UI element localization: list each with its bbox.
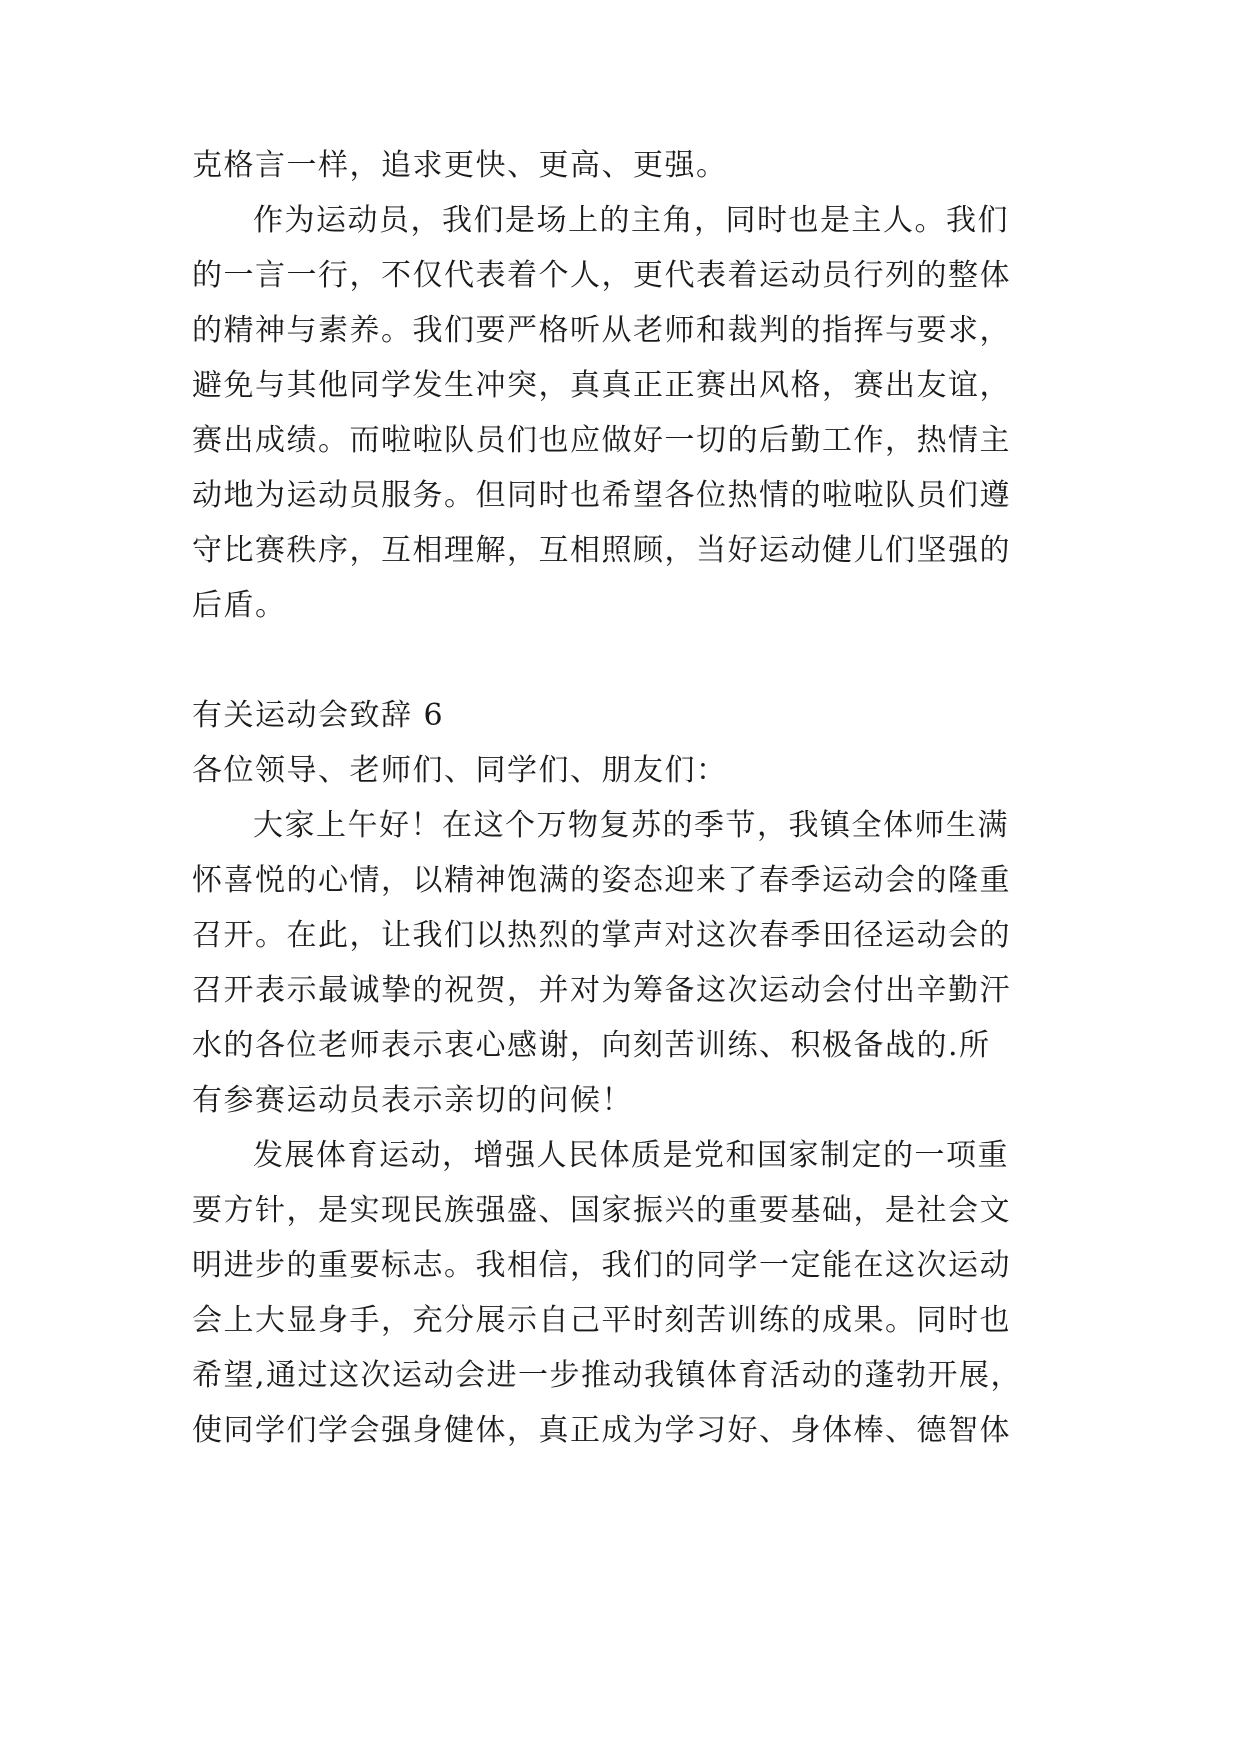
paragraph-first-line: 作为运动员，我们是场上的主角，同时也是主人。我们	[253, 203, 1009, 238]
text-line: 水的各位老师表示衷心感谢，向刻苦训练、积极备战的.所	[192, 1028, 991, 1063]
text-line: 的一言一行，不仅代表着个人，更代表着运动员行列的整体	[192, 258, 1011, 293]
text-line: 召开表示最诚挚的祝贺，并对为筹备这次运动会付出辛勤汗	[192, 973, 1011, 1008]
text-line: 动地为运动员服务。但同时也希望各位热情的啦啦队员们遵	[192, 478, 1011, 513]
text-line: 要方针，是实现民族强盛、国家振兴的重要基础，是社会文	[192, 1193, 1011, 1228]
text-line: 明进步的重要标志。我相信，我们的同学一定能在这次运动	[192, 1248, 1011, 1283]
text-line: 守比赛秩序，互相理解，互相照顾，当好运动健儿们坚强的	[192, 533, 1011, 568]
text-line: 赛出成绩。而啦啦队员们也应做好一切的后勤工作，热情主	[192, 423, 1011, 458]
paragraph-first-line: 大家上午好！在这个万物复苏的季节，我镇全体师生满	[253, 808, 1009, 843]
text-line: 会上大显身手，充分展示自己平时刻苦训练的成果。同时也	[192, 1303, 1011, 1338]
text-line: 的精神与素养。我们要严格听从老师和裁判的指挥与要求，	[192, 313, 1011, 348]
text-line: 使同学们学会强身健体，真正成为学习好、身体棒、德智体	[192, 1413, 1011, 1448]
text-line: 希望,通过这次运动会进一步推动我镇体育活动的蓬勃开展，	[192, 1358, 1023, 1393]
text-line: 避免与其他同学发生冲突，真真正正赛出风格，赛出友谊，	[192, 368, 1011, 403]
section-heading: 有关运动会致辞 6	[192, 698, 445, 733]
text-line: 有参赛运动员表示亲切的问候！	[192, 1083, 633, 1118]
salutation: 各位领导、老师们、同学们、朋友们：	[192, 753, 728, 788]
text-line: 后盾。	[192, 588, 287, 623]
paragraph-first-line: 发展体育运动，增强人民体质是党和国家制定的一项重	[253, 1138, 1009, 1173]
text-line: 怀喜悦的心情，以精神饱满的姿态迎来了春季运动会的隆重	[192, 863, 1011, 898]
text-line: 召开。在此，让我们以热烈的掌声对这次春季田径运动会的	[192, 918, 1011, 953]
text-line: 克格言一样，追求更快、更高、更强。	[192, 148, 728, 183]
